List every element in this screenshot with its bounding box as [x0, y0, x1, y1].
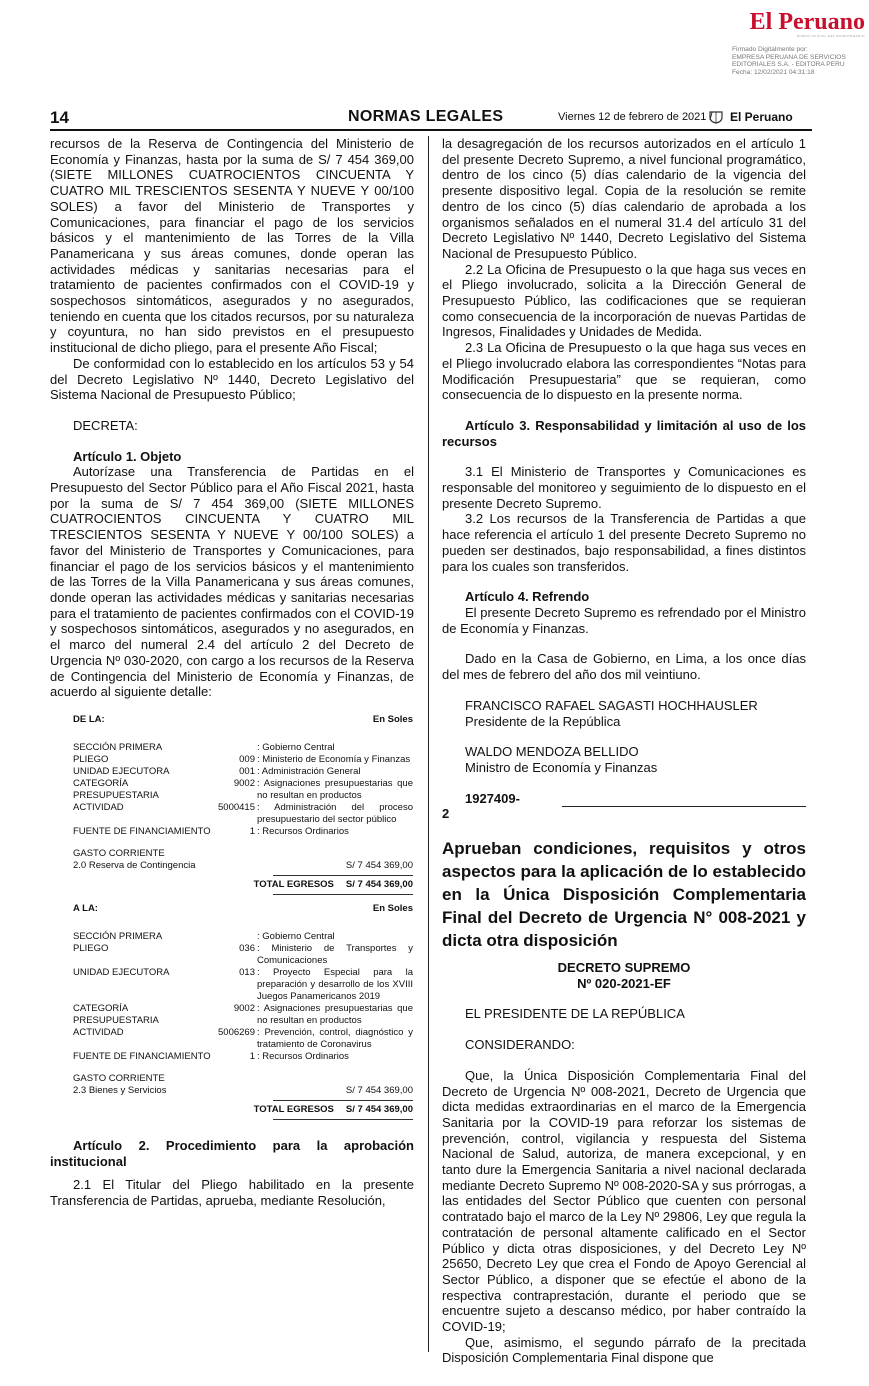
el-peruano-logo	[730, 10, 865, 38]
row-desc: : Ministerio de Economía y Finanzas	[257, 753, 411, 765]
row-label: PLIEGO	[73, 942, 109, 954]
table-row	[73, 1051, 413, 1063]
row-label: SECCIÓN PRIMERA	[73, 741, 163, 753]
total-row	[73, 879, 413, 891]
header-rule	[50, 129, 812, 131]
paragraph: El presente Decreto Supremo es refrendado por el Ministro de Economía y Finanzas.	[442, 604, 806, 636]
column-divider	[428, 136, 429, 1352]
paragraph: 3.2 Los recursos de la Transferencia de Partidas a que hace referencia el artículo 1 del presente Decreto Supremo no pueden ser destinados, bajo responsabilidad, a fines distintos para los cuales son transferidos.	[442, 511, 806, 574]
total-amount: S/ 7 454 369,00	[345, 1103, 413, 1115]
logo-title: El Peruano	[749, 9, 865, 35]
row-code: 001	[239, 765, 255, 777]
row-code: 9002	[233, 1002, 255, 1014]
paragraph: 2.2 La Oficina de Presupuesto o la que haga sus veces en el Pliego involucrado, solicita a la Dirección General de Presupuesto Público, las codificaciones que se requieran como consecuencia de la incorporación de nuevas Partidas de Ingresos, Finalidades y Unidades de Medida.	[442, 261, 806, 340]
table-row	[73, 967, 413, 1003]
article-4-title: Artículo 4. Refrendo	[465, 589, 590, 605]
table-row	[73, 826, 413, 838]
expense-amount: S/ 7 454 369,00	[345, 1084, 413, 1096]
expense-type: GASTO CORRIENTE	[73, 847, 165, 859]
transfer-table-from	[73, 714, 413, 895]
section-title: NORMAS LEGALES	[348, 108, 504, 125]
total-amount: S/ 7 454 369,00	[345, 878, 413, 890]
paragraph: 3.1 El Ministerio de Transportes y Comunicaciones es responsable del monitoreo y seguimiento de lo dispuesto en el presente Decreto Supremo.	[442, 464, 806, 511]
decree-number: Nº 020-2021-EF	[577, 975, 671, 991]
paragraph: 2.3 La Oficina de Presupuesto o la que haga sus veces en el Pliego involucrado elabora las correspondientes “Notas para Modificación Presupuestaria” que se requieran, como consecuencia de lo dispuesto en la presente norma.	[442, 340, 806, 403]
row-code: 1	[249, 825, 255, 837]
row-label: UNIDAD EJECUTORA	[73, 966, 170, 978]
expense-row	[73, 860, 413, 872]
signatory-role: Presidente de la República	[465, 713, 621, 729]
separator-rule	[562, 806, 806, 807]
signature-line: EMPRESA PERUANA DE SERVICIOS	[732, 53, 846, 61]
paragraph: De conformidad con lo establecido en los artículos 53 y 54 del Decreto Legislativo Nº 1440, Decreto Legislativo del Sistema Nacional de Presupuesto Público;	[50, 355, 414, 403]
signature-line: Fecha: 12/02/2021 04:31:18	[732, 68, 815, 76]
signatory-name: WALDO MENDOZA BELLIDO	[465, 744, 639, 760]
signature-line: Firmado Digitalmente por:	[732, 46, 808, 53]
article-3-title: Artículo 3. Responsabilidad y limitación al uso de los recursos	[442, 417, 806, 449]
table-row	[73, 754, 413, 766]
article-2-title: Artículo 2. Procedimiento para la aprobación institucional	[50, 1137, 414, 1169]
expense-type: GASTO CORRIENTE	[73, 1072, 165, 1084]
row-code: 5006269	[218, 1026, 255, 1038]
row-code: 009	[239, 753, 255, 765]
row-code: 1	[249, 1050, 255, 1062]
decree-type: DECRETO SUPREMO	[557, 960, 691, 976]
table-to-heading: A LA:	[73, 902, 98, 914]
table-row	[73, 1003, 413, 1027]
table-row	[73, 742, 413, 754]
table-row	[73, 931, 413, 943]
total-label: TOTAL EGRESOS	[253, 1103, 334, 1115]
row-desc: : Asignaciones presupuestarias que no resultan en productos	[257, 1002, 413, 1026]
table-row	[73, 802, 413, 826]
row-label: SECCIÓN PRIMERA	[73, 930, 163, 942]
row-desc: : Administración General	[257, 765, 361, 777]
row-label: FUENTE DE FINANCIAMIENTO	[73, 1050, 211, 1062]
currency-label: En Soles	[372, 713, 413, 725]
total-rule	[273, 1119, 413, 1120]
row-code: 9002	[233, 777, 255, 789]
row-code: 036	[239, 942, 255, 954]
total-rule	[273, 894, 413, 895]
row-desc: : Asignaciones presupuestarias que no resultan en productos	[257, 777, 413, 801]
row-label: ACTIVIDAD	[73, 1026, 124, 1038]
row-label: PLIEGO	[73, 753, 109, 765]
total-row	[73, 1104, 413, 1116]
row-desc: : Administración del proceso presupuestario del sector público	[257, 801, 413, 825]
table-from-heading: DE LA:	[73, 713, 105, 725]
left-column	[50, 136, 414, 1209]
signatory-role: Ministro de Economía y Finanzas	[465, 759, 658, 775]
decreta-heading: DECRETA:	[73, 417, 138, 433]
total-rule	[273, 875, 413, 876]
table-row	[73, 1027, 413, 1051]
norm-title: Aprueban condiciones, requisitos y otros aspectos para la aplicación de lo establecido en la Única Disposición Complementaria Final del Decreto de Urgencia N° 008-2021 y dicta otra disposición	[442, 839, 806, 951]
row-label: ACTIVIDAD	[73, 801, 124, 813]
expense-amount: S/ 7 454 369,00	[345, 859, 413, 871]
transfer-table-to	[73, 903, 413, 1120]
president-heading: EL PRESIDENTE DE LA REPÚBLICA	[465, 1006, 685, 1022]
row-code	[215, 931, 257, 943]
total-label: TOTAL EGRESOS	[253, 878, 334, 890]
table-row	[73, 943, 413, 967]
closing-paragraph: Dado en la Casa de Gobierno, en Lima, a los once días del mes de febrero del año dos mil veintiuno.	[442, 651, 806, 683]
table-row	[73, 778, 413, 802]
header-brand: El Peruano	[730, 110, 793, 124]
row-label: FUENTE DE FINANCIAMIENTO	[73, 825, 211, 837]
article-1-text: Autorízase una Transferencia de Partidas en el Presupuesto del Sector Público para el Año Fiscal 2021, hasta por la suma de S/ 7 454 369,00 (SIETE MILLONES CUATROCIENTOS CINCUENTA Y CUATRO MIL TRESCIENTOS SESENTA Y NUEVE Y 00/100 SOLES) a favor del Ministerio de Transportes y Comunicaciones, para financiar el pago de los servicios básicos y el mantenimiento de las Torres de la Villa Panamericana y sus áreas comunes, donde operan las actividades médicas y sanitarias necesarias para el tratamiento de pacientes confirmados con el COVID-19 y sospechosos sintomáticos, asegurados y no asegurados, en el marco del numeral 2.4 del artículo 2 del Decreto de Urgencia Nº 030-2020, con cargo a los recursos de la Reserva de Contingencia del Ministerio de Economía y Finanzas, de acuerdo al siguiente detalle:	[50, 464, 414, 700]
article-2-text: 2.1 El Titular del Pliego habilitado en la presente Transferencia de Partidas, aprueba, mediante Resolución,	[50, 1177, 414, 1209]
row-desc: : Gobierno Central	[257, 741, 335, 753]
article-1-title: Artículo 1. Objeto	[73, 448, 182, 464]
page-header	[50, 108, 812, 130]
total-rule	[273, 1100, 413, 1101]
signatory-name: FRANCISCO RAFAEL SAGASTI HOCHHAUSLER	[465, 697, 758, 713]
row-code: 5000415	[218, 801, 255, 813]
issue-date: Viernes 12 de febrero de 2021 /	[558, 111, 713, 123]
right-column	[442, 136, 806, 1366]
considerando-heading: CONSIDERANDO:	[465, 1037, 575, 1053]
row-desc: : Recursos Ordinarios	[257, 825, 349, 837]
row-desc: : Prevención, control, diagnóstico y tratamiento de Coronavirus	[257, 1026, 413, 1050]
row-label: CATEGORÍA PRESUPUESTARIA	[73, 1002, 159, 1026]
publication-code: 1927409-2	[442, 790, 520, 822]
paragraph: recursos de la Reserva de Contingencia del Ministerio de Economía y Finanzas, hasta por la suma de S/ 7 454 369,00 (SIETE MILLONES CUATROCIENTOS CINCUENTA Y CUATRO MIL TRESCIENTOS SESENTA Y NUEVE Y 00/100 SOLES) a favor del Ministerio de Transportes y Comunicaciones, para financiar el pago de los servicios básicos y el mantenimiento de las Torres de la Villa Panamericana y sus áreas comunes, donde operan las actividades médicas y sanitarias necesarias para el tratamiento de pacientes confirmados con el COVID-19 y sospechosos sintomáticos, asegurados y no asegurados, teniendo en cuenta que los citados recursos, por su naturaleza y coyuntura, no han sido previstos en el presupuesto institucional de dicho pliego, para el presente Año Fiscal;	[50, 136, 414, 356]
row-desc: : Proyecto Especial para la preparación y desarrollo de los XVIII Juegos Panamericanos 2019	[257, 966, 413, 1002]
logo-subtitle: DIARIO OFICIAL DEL BICENTENARIO	[796, 34, 865, 38]
row-label: CATEGORÍA PRESUPUESTARIA	[73, 777, 159, 801]
expense-item: 2.0 Reserva de Contingencia	[73, 859, 196, 871]
row-code: 013	[239, 966, 255, 978]
row-desc: : Ministerio de Transportes y Comunicaciones	[257, 942, 413, 966]
currency-label: En Soles	[372, 902, 413, 914]
table-row	[73, 766, 413, 778]
paragraph: Que, la Única Disposición Complementaria Final del Decreto de Urgencia Nº 008-2021, Decreto de Urgencia que dicta medidas extraordinarias en el marco de la Emergencia Sanitaria por la COVID-19 para reforzar los sistemas de prevención, control, vigilancia y respuesta del Sistema Nacional de Salud, autoriza, de manera excepcional, y en tanto dure la Emergencia Sanitaria a nivel nacional declarada mediante Decreto Supremo Nº 008-2020-SA y sus prórrogas, a las entidades del Sector Público que cuenten con personal contratado bajo el marco de la Ley Nº 29806, Ley que regula la contratación de personal altamente calificado en el Sector Público y dicta otras disposiciones, y del Decreto Ley Nº 25650, Decreto Ley que crea el Fondo de Apoyo Gerencial al Sector Público, a disponer que se efectúe el abono de la respectiva contraprestación, durante el periodo que se encuentre sujeto a descanso médico, por haber contraído la COVID-19;	[442, 1067, 806, 1335]
row-label: UNIDAD EJECUTORA	[73, 765, 170, 777]
row-desc: : Recursos Ordinarios	[257, 1050, 349, 1062]
digital-signature	[732, 46, 864, 76]
paragraph: la desagregación de los recursos autorizados en el artículo 1 del presente Decreto Supremo, a nivel funcional programático, dentro de los cinco (5) días calendario de la vigencia del presente dispositivo legal. Copia de la resolución se remite dentro de los cinco (5) días calendario de aprobada a los organismos señalados en el numeral 31.4 del artículo 31 del Decreto Legislativo Nº 1440, Decreto Legislativo del Sistema Nacional de Presupuesto Público.	[442, 136, 806, 261]
coat-of-arms-icon	[708, 110, 724, 124]
row-code	[215, 742, 257, 754]
expense-row	[73, 1085, 413, 1097]
row-desc: : Gobierno Central	[257, 930, 335, 942]
page-number: 14	[50, 108, 69, 127]
expense-item: 2.3 Bienes y Servicios	[73, 1084, 167, 1096]
signature-line: EDITORIALES S.A. - EDITORA PERU	[732, 61, 845, 69]
paragraph: Que, asimismo, el segundo párrafo de la precitada Disposición Complementaria Final dispone que	[442, 1334, 806, 1366]
